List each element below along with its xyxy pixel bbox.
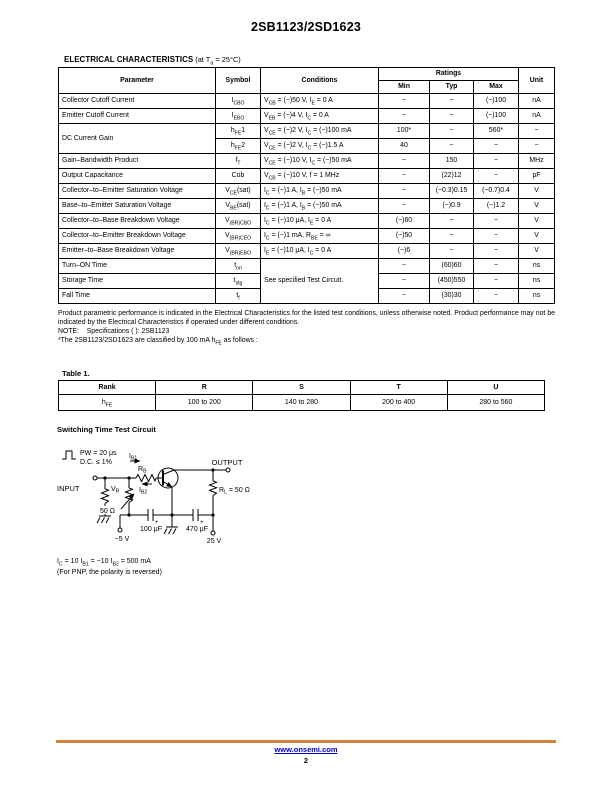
section-heading-note: (at $T_a = 25^\circ C$): [193, 55, 241, 67]
capacitor-470uf: [193, 509, 198, 521]
ec-row: [59, 259, 555, 274]
ec-cell-parameter: Collector Cutoff Current: [59, 94, 216, 109]
footer-rule: [56, 740, 556, 743]
ec-cell-unit: pF: [519, 169, 555, 184]
ec-cell-typ: −: [430, 139, 474, 154]
ec-cell-symbol: $t_{on}$: [216, 259, 261, 274]
ec-cell-min: −: [379, 274, 430, 289]
ec-col-conditions: Conditions: [261, 68, 379, 94]
ec-cell-max: 560*: [474, 124, 519, 139]
ec-cell-min: 40: [379, 139, 430, 154]
ec-cell-typ: 150: [430, 154, 474, 169]
ec-cell-unit: V: [519, 184, 555, 199]
ec-cell-max: −: [474, 214, 519, 229]
ec-cell-max: −: [474, 259, 519, 274]
t1-cell-range: 140 to 280: [253, 395, 350, 411]
ec-cell-conditions: $I_E = (-)10$ μA, $I_C = 0$ A: [261, 244, 379, 259]
electrical-characteristics-table: [58, 67, 555, 304]
ec-cell-unit: −: [519, 124, 555, 139]
hfe-rank-table: [58, 380, 545, 411]
ec-cell-parameter: Turn–ON Time: [59, 259, 216, 274]
neg5v-label: −5 V: [114, 536, 130, 543]
ec-cell-max: −: [474, 289, 519, 304]
section-heading-text: ELECTRICAL CHARACTERISTICS: [64, 55, 194, 64]
ec-cell-max: (−)100: [474, 94, 519, 109]
resistor-rb: [136, 475, 156, 482]
ec-cell-unit: V: [519, 199, 555, 214]
ec-cell-parameter: DC Current Gain: [59, 124, 216, 154]
ec-col-symbol: Symbol: [216, 68, 261, 94]
footnote-note: NOTE: Specifications ( ): 2SB1123: [58, 328, 170, 336]
ec-row: [59, 199, 555, 214]
ec-cell-min: −: [379, 169, 430, 184]
ec-cell-unit: nA: [519, 94, 555, 109]
t1-col-t: T: [350, 381, 447, 395]
ec-cell-parameter: Collector–to–Base Breakdown Voltage: [59, 214, 216, 229]
ec-cell-min: −: [379, 289, 430, 304]
cap2-polarity: +: [200, 520, 204, 526]
ib2-label: $I_{B2}$: [139, 487, 148, 496]
onsemi-website-link[interactable]: www.onsemi.com: [274, 745, 338, 754]
ec-col-parameter: Parameter: [59, 68, 216, 94]
table-footnotes: [58, 309, 555, 345]
ec-cell-min: (−)50: [379, 229, 430, 244]
input-resistor-label: 50 Ω: [100, 508, 115, 515]
ec-cell-conditions: $I_C = (-)1$ A, $I_B = (-)50$ mA: [261, 199, 379, 214]
ec-cell-conditions: $V_{CB} = (-)50$ V, $I_E = 0$ A: [261, 94, 379, 109]
ec-cell-unit: ns: [519, 274, 555, 289]
ec-cell-unit: V: [519, 229, 555, 244]
ec-cell-max: −: [474, 139, 519, 154]
ec-cell-symbol: $h_{FE}1$: [216, 124, 261, 139]
ec-cell-typ: (22)12: [430, 169, 474, 184]
ec-cell-conditions: $I_C = (-)1$ A, $I_B = (-)50$ mA: [261, 184, 379, 199]
cap2-label: 470 μF: [186, 526, 208, 533]
ec-row: [59, 124, 555, 139]
ec-cell-conditions: $I_C = (-)10$ μA, $I_E = 0$ A: [261, 214, 379, 229]
ground-symbol: [164, 527, 178, 534]
t1-cell-range: 280 to 560: [447, 395, 544, 411]
t1-col-s: S: [253, 381, 350, 395]
ec-cell-typ: −: [430, 94, 474, 109]
ec-row: [59, 229, 555, 244]
input-label: INPUT: [57, 484, 80, 493]
ec-cell-min: −: [379, 109, 430, 124]
ec-cell-typ: −: [430, 244, 474, 259]
cap1-label: 100 μF: [140, 526, 162, 533]
ec-cell-symbol: $V_{CE}(sat)$: [216, 184, 261, 199]
ec-cell-symbol: $h_{FE}2$: [216, 139, 261, 154]
ec-row: [59, 94, 555, 109]
t1-col-u: U: [447, 381, 544, 395]
pulse-waveform-icon: [62, 451, 76, 459]
cap1-polarity: +: [155, 520, 159, 526]
ec-cell-typ: (30)30: [430, 289, 474, 304]
ec-row: [59, 214, 555, 229]
ec-cell-max: −: [474, 169, 519, 184]
footnote-paragraph: Product parametric performance is indicated in the Electrical Characteristics for the listed test conditions, unless otherwise noted. Product performance may not be indicated by the Electrical Characteristics if operated under different conditions.: [58, 310, 555, 327]
ec-cell-typ: (−)0.9: [430, 199, 474, 214]
ec-col-unit: Unit: [519, 68, 555, 94]
t1-data-row: [59, 395, 545, 411]
ec-row: [59, 109, 555, 124]
ec-cell-symbol: $V_{(BR)EBO}$: [216, 244, 261, 259]
ec-cell-parameter: Output Capacitance: [59, 169, 216, 184]
output-terminal: [226, 468, 230, 472]
circuit-current-note: $I_C = 10$ $I_{B1} = -10$ $I_{B2} = 500$ mA: [57, 558, 151, 568]
ec-cell-min: (−)60: [379, 214, 430, 229]
ec-cell-symbol: $t_f$: [216, 289, 261, 304]
ec-col-min: Min: [379, 81, 430, 94]
t1-header-row: [59, 381, 545, 395]
ec-cell-min: −: [379, 184, 430, 199]
section-heading-electrical: [64, 55, 241, 67]
ec-cell-conditions: $V_{CE} = (-)2$ V, $I_C = (-)1.5$ A: [261, 139, 379, 154]
page-number: 2: [303, 756, 309, 765]
ec-cell-min: −: [379, 199, 430, 214]
ec-cell-parameter: Storage Time: [59, 274, 216, 289]
transistor-emitter: [163, 482, 172, 488]
circuit-labels: [57, 450, 250, 545]
ec-cell-conditions: $V_{CE} = (-)2$ V, $I_C = (-)100$ mA: [261, 124, 379, 139]
ec-cell-conditions: $I_C = (-)1$ mA, $R_{BE}$ = ∞: [261, 229, 379, 244]
ec-cell-unit: −: [519, 139, 555, 154]
ec-cell-typ: −: [430, 109, 474, 124]
ec-cell-symbol: $I_{CBO}$: [216, 94, 261, 109]
ec-cell-max: (−)100: [474, 109, 519, 124]
ec-cell-min: (−)6: [379, 244, 430, 259]
ec-cell-conditions: $V_{CE} = (-)10$ V, $I_C = (-)50$ mA: [261, 154, 379, 169]
ec-cell-parameter: Emitter Cutoff Current: [59, 109, 216, 124]
25v-terminal: [211, 531, 215, 535]
ec-cell-symbol: $V_{(BR)CEO}$: [216, 229, 261, 244]
ec-row: [59, 244, 555, 259]
ec-col-typ: Typ: [430, 81, 474, 94]
t1-col-rank: Rank: [59, 381, 156, 395]
ec-cell-unit: ns: [519, 259, 555, 274]
t1-cell-hfe: $h_{FE}$: [59, 395, 156, 411]
ec-cell-typ: (450)550: [430, 274, 474, 289]
transistor-collector: [163, 470, 174, 475]
ec-cell-parameter: Base–to–Emitter Saturation Voltage: [59, 199, 216, 214]
resistor-rl: [210, 481, 217, 496]
ec-cell-symbol: $V_{(BR)CBO}$: [216, 214, 261, 229]
ec-header-row-1: [59, 68, 555, 81]
ec-cell-unit: nA: [519, 109, 555, 124]
ec-cell-parameter: Collector–to–Emitter Saturation Voltage: [59, 184, 216, 199]
ec-cell-conditions: See specified Test Circuit.: [261, 259, 379, 304]
capacitor-100uf: [148, 509, 153, 521]
ib1-label: $I_{B1}$: [129, 453, 138, 462]
t1-cell-range: 100 to 200: [156, 395, 253, 411]
ec-cell-typ: (−0.3)0.15: [430, 184, 474, 199]
table1-label: Table 1.: [62, 369, 90, 378]
vr-label: $V_R$: [111, 486, 120, 495]
neg5v-terminal: [118, 528, 122, 532]
ec-cell-typ: −: [430, 214, 474, 229]
ground-symbol: [97, 516, 111, 523]
ec-cell-max: (−)1.2: [474, 199, 519, 214]
ec-cell-min: 100*: [379, 124, 430, 139]
page-title: 2SB1123/2SD1623: [250, 20, 362, 34]
ec-cell-max: −: [474, 229, 519, 244]
ec-cell-max: −: [474, 274, 519, 289]
ec-row: [59, 154, 555, 169]
input-terminal: [93, 476, 97, 480]
rb-label: $R_B$: [138, 466, 147, 475]
ec-cell-max: (−0.7)0.4: [474, 184, 519, 199]
ec-cell-max: −: [474, 244, 519, 259]
ec-row: [59, 184, 555, 199]
circuit-pnp-note: (For PNP, the polarity is reversed): [57, 568, 162, 576]
ec-cell-unit: V: [519, 214, 555, 229]
ec-cell-symbol: $I_{EBO}$: [216, 109, 261, 124]
duty-cycle-label: D.C. ≤ 1%: [80, 459, 112, 466]
ec-cell-symbol: $V_{BE}(sat)$: [216, 199, 261, 214]
ec-cell-min: −: [379, 154, 430, 169]
resistor-50ohm-input: [102, 489, 109, 504]
ec-cell-parameter: Fall Time: [59, 289, 216, 304]
ec-cell-symbol: Cob: [216, 169, 261, 184]
t1-cell-range: 200 to 400: [350, 395, 447, 411]
ec-cell-max: −: [474, 154, 519, 169]
ec-cell-min: −: [379, 259, 430, 274]
switching-test-circuit-diagram: [50, 438, 350, 553]
circuit-heading: Switching Time Test Circuit: [57, 425, 156, 434]
ec-cell-unit: MHz: [519, 154, 555, 169]
rl-label: $R_L = 50$ Ω: [219, 487, 250, 496]
ec-cell-symbol: $f_T$: [216, 154, 261, 169]
ec-cell-conditions: $V_{CB} = (-)10$ V, f = 1 MHz: [261, 169, 379, 184]
ec-cell-parameter: Collector–to–Emitter Breakdown Voltage: [59, 229, 216, 244]
ec-cell-min: −: [379, 94, 430, 109]
ec-cell-parameter: Gain–Bandwidth Product: [59, 154, 216, 169]
ec-cell-unit: V: [519, 244, 555, 259]
ec-cell-parameter: Emitter–to–Base Breakdown Voltage: [59, 244, 216, 259]
ec-col-max: Max: [474, 81, 519, 94]
25v-label: 25 V: [206, 538, 222, 545]
ec-cell-typ: −: [430, 229, 474, 244]
ec-cell-symbol: $t_{stg}$: [216, 274, 261, 289]
footnote-asterisk: *The 2SB1123/2SD1623 are classified by 100 mA $h_{FE}$ as follows :: [58, 337, 258, 347]
ec-cell-typ: (60)60: [430, 259, 474, 274]
ec-row: [59, 169, 555, 184]
ec-cell-typ: −: [430, 124, 474, 139]
circuit-notes: [57, 557, 162, 578]
ec-col-ratings: Ratings: [379, 68, 519, 81]
ec-cell-unit: ns: [519, 289, 555, 304]
t1-col-r: R: [156, 381, 253, 395]
pulse-width-label: PW = 20 μs: [80, 450, 117, 457]
output-label: OUTPUT: [211, 458, 243, 467]
ec-cell-conditions: $V_{EB} = (-)4$ V, $I_C = 0$ A: [261, 109, 379, 124]
